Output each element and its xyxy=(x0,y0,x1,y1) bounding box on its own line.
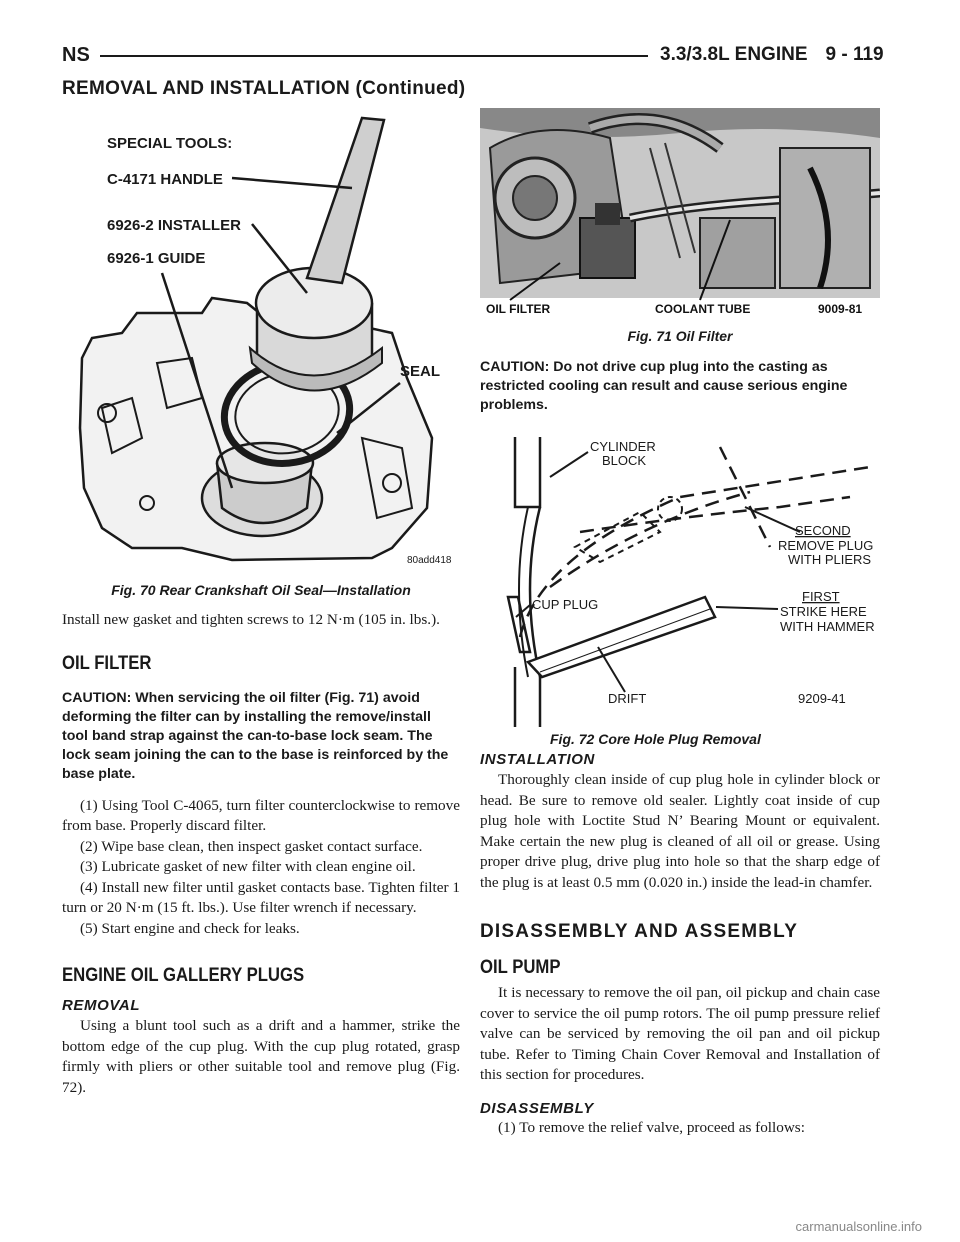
fig70-label-handle: C-4171 HANDLE xyxy=(107,171,223,188)
figure-72-caption: Fig. 72 Core Hole Plug Removal xyxy=(550,731,761,747)
page-subhead: REMOVAL AND INSTALLATION (Continued) xyxy=(62,78,466,99)
oil-pump-heading: OIL PUMP xyxy=(480,957,561,978)
oil-filter-steps xyxy=(62,796,460,940)
header-section xyxy=(660,44,884,66)
fig72-label-drift: DRIFT xyxy=(608,691,647,706)
oil-filter-step-1: (1) Using Tool C-4065, turn filter counterclockwise to remove from base. Properly discard filter. xyxy=(62,796,460,834)
removal-paragraph: Using a blunt tool such as a drift and a hammer, strike the bottom edge of the cup plug. With the cup plug rotated, grasp firmly with pliers or other suitable tool and remove plug (Fig. 72). xyxy=(62,1017,460,1096)
fig72-label-cylinder: CYLINDER xyxy=(590,439,656,454)
fig71-label-coolant-tube: COOLANT TUBE xyxy=(655,302,751,316)
fig72-label-with-pliers: WITH PLIERS xyxy=(788,552,872,567)
watermark: carmanualsonline.info xyxy=(795,1219,922,1234)
oil-pump-paragraph: It is necessary to remove the oil pan, oil pickup and chain case cover to service the oil pump rotors. The oil pump pressure relief valve can be serviced by removing the oil pan and oil pickup tube. Refer to Timing Chain Cover Removal and Installation of this section for procedures. xyxy=(480,984,880,1083)
left-column xyxy=(62,108,460,1098)
installation-paragraph: Thoroughly clean inside of cup plug hole in cylinder block or head. Be sure to remove old sealer. Lightly coat inside of cup plug hole with Loctite Stud N’ Bearing Mount or equivalent. Make certain the new plug is cleaned of all oil or grease. Using proper drive plug, drive plug into hole so that the sharp edge of the plug is at least 0.5 mm (0.020 in.) inside the lead-in chamfer. xyxy=(480,771,880,891)
cup-plug-caution: CAUTION: Do not drive cup plug into the casting as restricted cooling can result and cause serious engine problems. xyxy=(480,359,848,413)
fig72-label-first: FIRST xyxy=(802,589,840,604)
fig72-label-with-hammer: WITH HAMMER xyxy=(780,619,875,634)
fig70-label-special-tools: SPECIAL TOOLS: xyxy=(107,135,233,152)
oil-filter-heading: OIL FILTER xyxy=(62,652,152,674)
removal-heading: REMOVAL xyxy=(62,997,141,1014)
figure-71-caption: Fig. 71 Oil Filter xyxy=(627,328,733,344)
oil-filter-step-4: (4) Install new filter until gasket contacts base. Tighten filter 1 turn or 20 N·m (15 ft. lbs.). Use filter wrench if necessary. xyxy=(62,878,460,916)
fig72-label-cup-plug: CUP PLUG xyxy=(532,597,599,612)
figure-72 xyxy=(480,437,880,747)
gasket-paragraph: Install new gasket and tighten screws to 12 N·m (105 in. lbs.). xyxy=(62,611,440,628)
fig70-label-installer: 6926-2 INSTALLER xyxy=(107,217,241,234)
fig71-label-oil-filter: OIL FILTER xyxy=(486,302,551,316)
page-number: 9 - 119 xyxy=(825,44,884,65)
disassembly-step-1: (1) To remove the relief valve, proceed as follows: xyxy=(498,1118,805,1136)
figure-72-illustration xyxy=(480,437,880,727)
disassembly-assembly-heading: DISASSEMBLY AND ASSEMBLY xyxy=(480,921,799,942)
header-section-title: 3.3/3.8L ENGINE xyxy=(660,44,808,65)
figure-71 xyxy=(480,108,880,344)
fig70-label-seal: SEAL xyxy=(400,363,441,380)
figure-70-illustration xyxy=(62,108,460,578)
oil-filter-caution: CAUTION: When servicing the oil filter (Fig. 71) avoid deforming the filter can by installing the remove/install tool band strap against the can-to-base lock seam. The lock seam joining the can to the base is reinforced by the base plate. xyxy=(62,689,449,782)
installation-heading: INSTALLATION xyxy=(480,751,595,768)
right-column xyxy=(480,108,880,1138)
figure-70-caption: Fig. 70 Rear Crankshaft Oil Seal—Installation xyxy=(111,582,411,598)
fig72-label-remove-plug: REMOVE PLUG xyxy=(778,538,874,553)
disassembly-subheading: DISASSEMBLY xyxy=(480,1099,594,1117)
fig70-label-guide: 6926-1 GUIDE xyxy=(107,250,206,267)
fig70-code: 80add418 xyxy=(407,555,452,566)
figure-70 xyxy=(62,108,460,598)
fig72-code: 9209-41 xyxy=(798,691,846,706)
header-model: NS xyxy=(62,44,90,66)
fig72-label-block: BLOCK xyxy=(602,453,647,468)
fig71-code: 9009-81 xyxy=(818,302,863,316)
gallery-plugs-heading: ENGINE OIL GALLERY PLUGS xyxy=(62,965,305,986)
oil-filter-step-3: (3) Lubricate gasket of new filter with clean engine oil. xyxy=(80,858,416,875)
fig72-label-strike-here: STRIKE HERE xyxy=(780,604,867,619)
header-rule xyxy=(100,55,648,57)
oil-filter-step-2: (2) Wipe base clean, then inspect gasket contact surface. xyxy=(80,837,423,855)
oil-filter-step-5: (5) Start engine and check for leaks. xyxy=(80,919,300,937)
fig72-label-second: SECOND xyxy=(795,523,851,538)
figure-71-illustration xyxy=(480,108,880,322)
